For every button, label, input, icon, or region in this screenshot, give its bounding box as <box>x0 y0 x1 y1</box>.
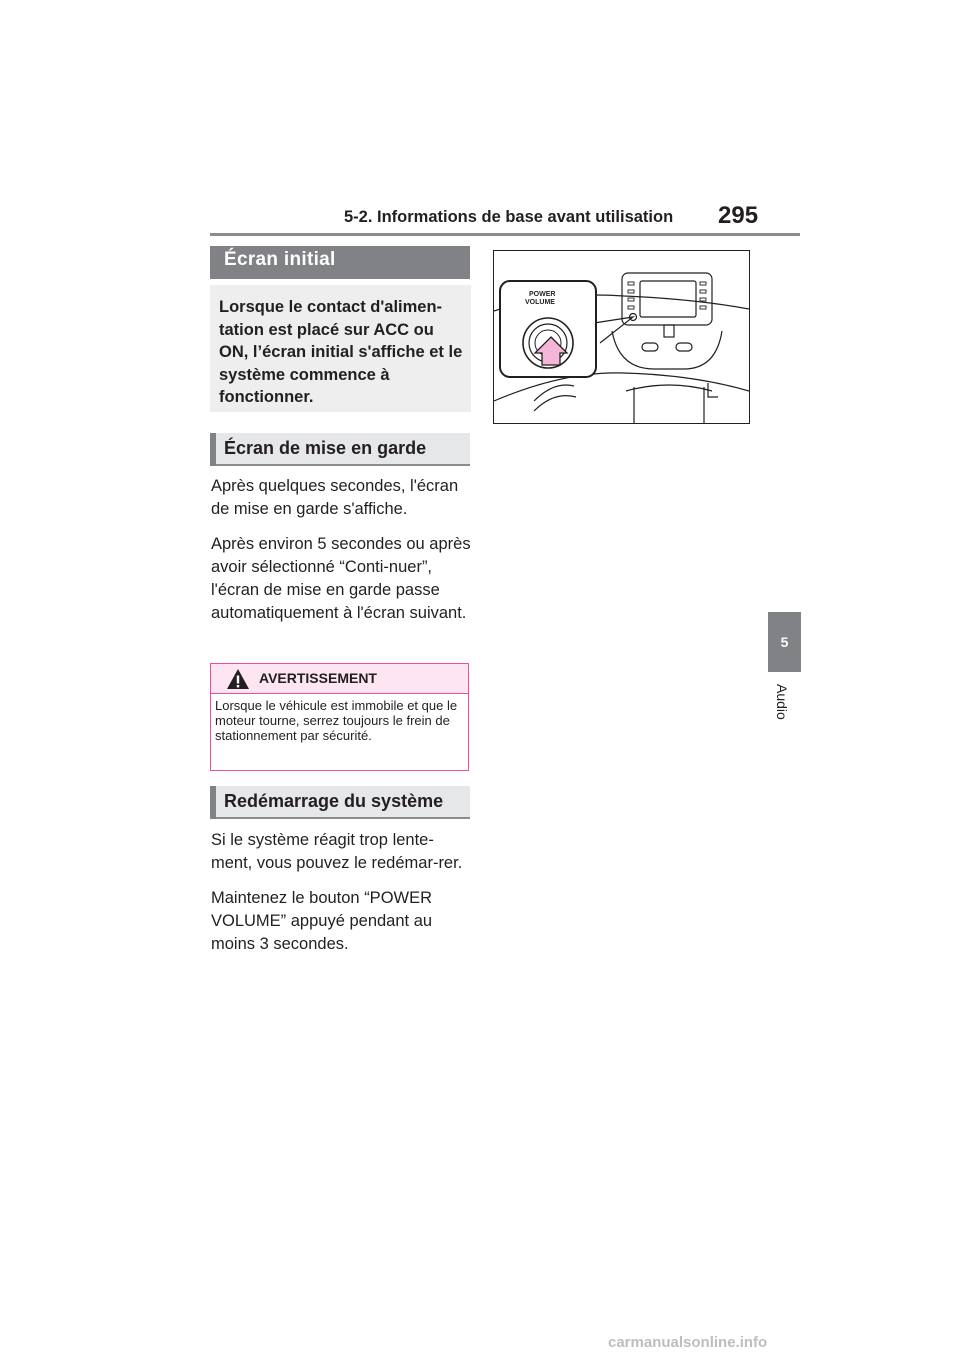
subheading-marker <box>210 786 216 819</box>
warning-triangle-icon <box>226 667 250 691</box>
caution-title: AVERTISSEMENT <box>259 670 377 686</box>
page-number: 295 <box>718 202 759 229</box>
chapter-number: 5 <box>780 634 789 650</box>
paragraph: Maintenez le bouton “POWER VOLUME” appuyé pendant au moins 3 secondes. <box>211 889 433 953</box>
dashboard-drawing <box>494 251 749 423</box>
paragraph: Si le système réagit trop lente-ment, vous pouvez le redémar-rer. <box>211 831 463 872</box>
header-rule <box>210 233 800 236</box>
warning-screen-body <box>211 475 473 625</box>
chapter-label-text: Audio <box>774 684 790 720</box>
restart-body <box>211 829 473 956</box>
running-header: 5-2. Informations de base avant utilisation <box>344 208 674 226</box>
subheading-marker <box>210 433 216 466</box>
caution-text: Lorsque le véhicule est immobile et que le moteur tourne, serrez toujours le frein de stationnement par sécurité. <box>215 698 458 743</box>
illustration-label-power: POWER <box>529 291 556 298</box>
illustration-label-volume: VOLUME <box>525 299 555 306</box>
chapter-tab[interactable] <box>768 612 801 672</box>
section-title: Écran initial <box>224 249 336 270</box>
dashboard-illustration <box>493 250 750 424</box>
paragraph: Après quelques secondes, l'écran de mise en garde s'affiche. <box>211 477 459 518</box>
intro-text: Lorsque le contact d'alimen-tation est placé sur ACC ou ON, l’écran initial s'affiche et le système commence à fonctionner. <box>219 298 463 406</box>
paragraph: Après environ 5 secondes ou après avoir sélectionné “Conti-nuer”, l'écran de mise en garde passe automatiquement à l'écran suivant. <box>211 535 471 622</box>
subheading-restart: Redémarrage du système <box>224 791 444 811</box>
subheading-warning-screen: Écran de mise en garde <box>224 438 427 458</box>
watermark: carmanualsonline.info <box>608 1334 768 1351</box>
chapter-label <box>772 684 792 744</box>
